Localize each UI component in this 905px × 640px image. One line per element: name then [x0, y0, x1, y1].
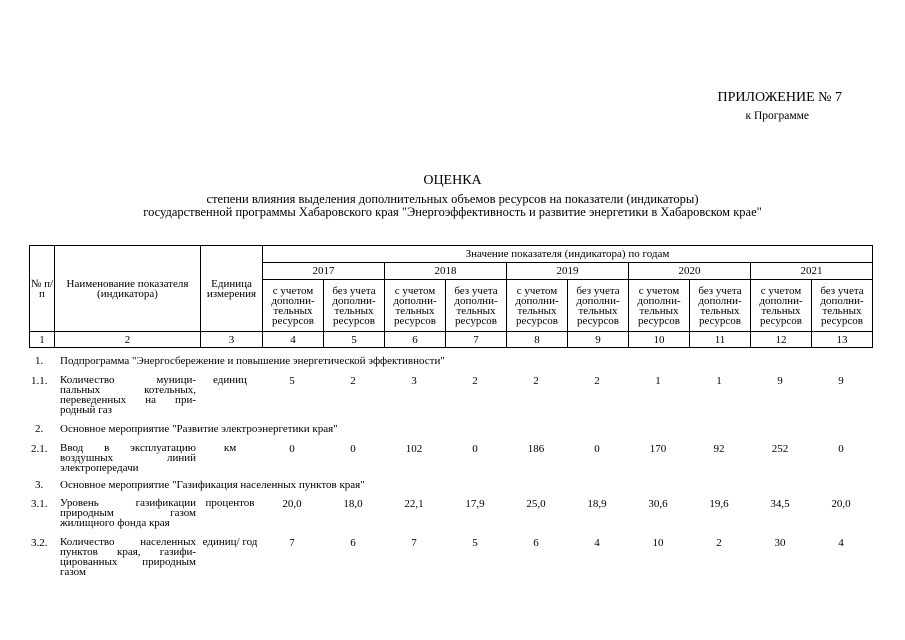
- column-number: 10: [629, 332, 690, 348]
- column-number: 11: [690, 332, 751, 348]
- subtitle-line-1: степени влияния выделения дополнительных объемов ресурсов на показатели (индикаторы): [206, 192, 699, 206]
- value-cell: 92: [713, 443, 725, 455]
- value-cell: 1: [655, 375, 661, 387]
- value-cell: 0: [289, 443, 295, 455]
- appendix-subtitle: к Программе: [745, 110, 809, 122]
- values-header: Значение показателя (индикатора) по годам: [263, 246, 873, 263]
- indicator-name: Количество населенных пунктов края, газифи-цированных природным газом: [60, 536, 196, 578]
- value-cell: 186: [527, 443, 545, 455]
- document-subtitle: [0, 193, 905, 219]
- indicator-unit: единиц: [213, 374, 247, 386]
- document-title: ОЦЕНКА: [423, 173, 482, 188]
- subtitle-line-2: государственной программы Хабаровского края "Энергоэффективность и развитие энергетики в Хабаровском крае": [143, 205, 762, 219]
- section-header: 3. Основное мероприятие "Газификация населенных пунктов края": [35, 479, 365, 491]
- value-cell: 30,6: [648, 498, 668, 510]
- value-cell: 5: [472, 537, 478, 549]
- col-number-header: № п/п: [30, 246, 55, 332]
- value-cell: 1: [716, 375, 722, 387]
- value-cell: 2: [594, 375, 600, 387]
- value-cell: 20,0: [282, 498, 302, 510]
- value-cell: 25,0: [526, 498, 546, 510]
- sub-header-with: с учетом дополни-тельных ресурсов: [263, 280, 324, 332]
- value-cell: 18,0: [343, 498, 363, 510]
- column-number: 7: [446, 332, 507, 348]
- value-cell: 0: [350, 443, 356, 455]
- value-cell: 0: [472, 443, 478, 455]
- value-cell: 4: [594, 537, 600, 549]
- value-cell: 170: [649, 443, 667, 455]
- value-cell: 22,1: [404, 498, 424, 510]
- value-cell: 10: [652, 537, 664, 549]
- indicator-unit: единиц/ год: [202, 536, 258, 548]
- row-number: 3.2.: [31, 537, 48, 549]
- value-cell: 2: [472, 375, 478, 387]
- value-cell: 19,6: [709, 498, 729, 510]
- row-number: 3.1.: [31, 498, 48, 510]
- value-cell: 102: [405, 443, 423, 455]
- column-number: 13: [812, 332, 873, 348]
- value-cell: 20,0: [831, 498, 851, 510]
- appendix-title: ПРИЛОЖЕНИЕ № 7: [717, 90, 842, 105]
- value-cell: 0: [838, 443, 844, 455]
- value-cell: 9: [838, 375, 844, 387]
- sub-header-without: без учета дополни-тельных ресурсов: [446, 280, 507, 332]
- value-cell: 4: [838, 537, 844, 549]
- value-cell: 252: [771, 443, 789, 455]
- value-cell: 7: [411, 537, 417, 549]
- sub-header-with: с учетом дополни-тельных ресурсов: [629, 280, 690, 332]
- year-header: 2019: [507, 263, 629, 280]
- value-cell: 18,9: [587, 498, 607, 510]
- sub-header-without: без учета дополни-тельных ресурсов: [324, 280, 385, 332]
- column-number: 1: [30, 332, 55, 348]
- col-unit-header: Единица измерения: [201, 246, 263, 332]
- row-number: 1.1.: [31, 375, 48, 387]
- value-cell: 2: [533, 375, 539, 387]
- sub-header-with: с учетом дополни-тельных ресурсов: [507, 280, 568, 332]
- sub-header-without: без учета дополни-тельных ресурсов: [812, 280, 873, 332]
- column-number: 12: [751, 332, 812, 348]
- value-cell: 7: [289, 537, 295, 549]
- value-cell: 17,9: [465, 498, 485, 510]
- value-cell: 2: [716, 537, 722, 549]
- value-cell: 9: [777, 375, 783, 387]
- row-number: 2.1.: [31, 443, 48, 455]
- column-number: 9: [568, 332, 629, 348]
- value-cell: 30: [774, 537, 786, 549]
- value-cell: 3: [411, 375, 417, 387]
- indicator-name: Уровень газификации природным газом жилищного фонда края: [60, 497, 196, 529]
- column-number: 5: [324, 332, 385, 348]
- value-cell: 6: [533, 537, 539, 549]
- column-number: 6: [385, 332, 446, 348]
- indicator-name: Ввод в эксплуатацию воздушных линий электропередачи: [60, 442, 196, 474]
- value-cell: 0: [594, 443, 600, 455]
- column-number: 3: [201, 332, 263, 348]
- column-number: 8: [507, 332, 568, 348]
- sub-header-with: с учетом дополни-тельных ресурсов: [751, 280, 812, 332]
- year-header: 2018: [385, 263, 507, 280]
- sub-header-without: без учета дополни-тельных ресурсов: [690, 280, 751, 332]
- sub-header-with: с учетом дополни-тельных ресурсов: [385, 280, 446, 332]
- year-header: 2021: [751, 263, 873, 280]
- column-number: 4: [263, 332, 324, 348]
- value-cell: 34,5: [770, 498, 790, 510]
- year-header: 2017: [263, 263, 385, 280]
- indicator-name: Количество муници-пальных котельных, переведенных на при-родный газ: [60, 374, 196, 416]
- section-header: 1. Подпрограмма "Энергосбережение и повышение энергетической эффективности": [35, 355, 445, 367]
- section-header: 2. Основное мероприятие "Развитие электроэнергетики края": [35, 423, 338, 435]
- col-name-header: Наименование показателя (индикатора): [55, 246, 201, 332]
- value-cell: 6: [350, 537, 356, 549]
- indicator-unit: процентов: [205, 497, 255, 509]
- year-header: 2020: [629, 263, 751, 280]
- indicators-table-header: [29, 245, 873, 348]
- indicator-unit: км: [223, 442, 237, 454]
- value-cell: 2: [350, 375, 356, 387]
- value-cell: 5: [289, 375, 295, 387]
- column-number: 2: [55, 332, 201, 348]
- sub-header-without: без учета дополни-тельных ресурсов: [568, 280, 629, 332]
